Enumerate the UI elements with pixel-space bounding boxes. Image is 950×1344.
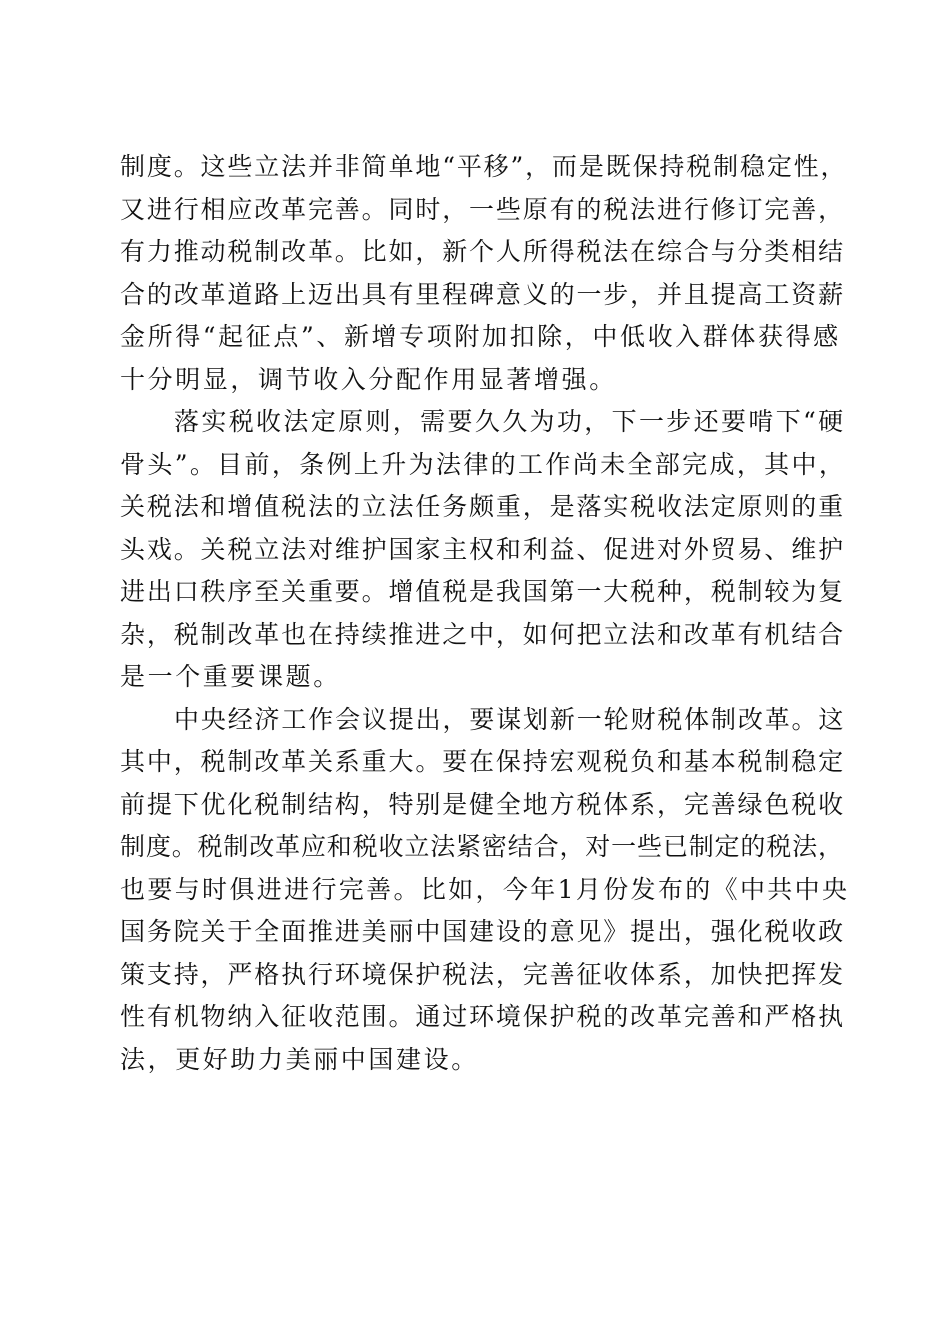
- text-line: 又进行相应改革完善。同时，一些原有的税法进行修订完善，: [120, 194, 845, 224]
- text-line: 策支持，严格执行环境保护税法，完善征收体系，加快把挥发: [120, 959, 845, 989]
- text-line: 进出口秩序至关重要。增值税是我国第一大税种，税制较为复: [120, 577, 845, 606]
- text-line: 金所得“起征点”、新增专项附加扣除，中低收入群体获得感: [120, 322, 841, 351]
- text-line: 有力推动税制改革。比如，新个人所得税法在综合与分类相结: [120, 237, 845, 266]
- text-line: 是一个重要课题。: [120, 662, 341, 691]
- text-line: 合的改革道路上迈出具有里程碑意义的一步，并且提高工资薪: [120, 279, 845, 309]
- text-line: 性有机物纳入征收范围。通过环境保护税的改革完善和严格执: [120, 1002, 845, 1031]
- text-line: 制度。税制改革应和税收立法紧密结合，对一些已制定的税法，: [120, 832, 844, 861]
- article-body: [120, 146, 850, 1081]
- text-line: 杂，税制改革也在持续推进之中，如何把立法和改革有机结合: [120, 619, 845, 649]
- text-line: 骨头”。目前，条例上升为法律的工作尚未全部完成，其中，: [120, 449, 847, 479]
- text-line: 十分明显，调节收入分配作用显著增强。: [120, 364, 617, 394]
- text-line: 国务院关于全面推进美丽中国建设的意见》提出，强化税收政: [120, 917, 845, 946]
- text-line: 关税法和增值税法的立法任务颇重，是落实税收法定原则的重: [120, 492, 845, 521]
- text-line: 法，更好助力美丽中国建设。: [120, 1044, 479, 1074]
- text-line: 制度。这些立法并非简单地“平移”，而是既保持税制稳定性，: [120, 152, 848, 181]
- text-line: 其中，税制改革关系重大。要在保持宏观税负和基本税制稳定: [120, 747, 845, 776]
- paragraph-first-line: 中央经济工作会议提出，要谋划新一轮财税体制改革。这: [174, 704, 846, 734]
- text-line: 头戏。关税立法对维护国家主权和利益、促进对外贸易、维护: [120, 534, 845, 564]
- text-line: 前提下优化税制结构，特别是健全地方税体系，完善绿色税收: [120, 789, 845, 819]
- paragraph-first-line: 落实税收法定原则，需要久久为功，下一步还要啃下“硬: [174, 407, 846, 436]
- text-line: 也要与时俱进进行完善。比如，今年1月份发布的《中共中央: [120, 874, 850, 904]
